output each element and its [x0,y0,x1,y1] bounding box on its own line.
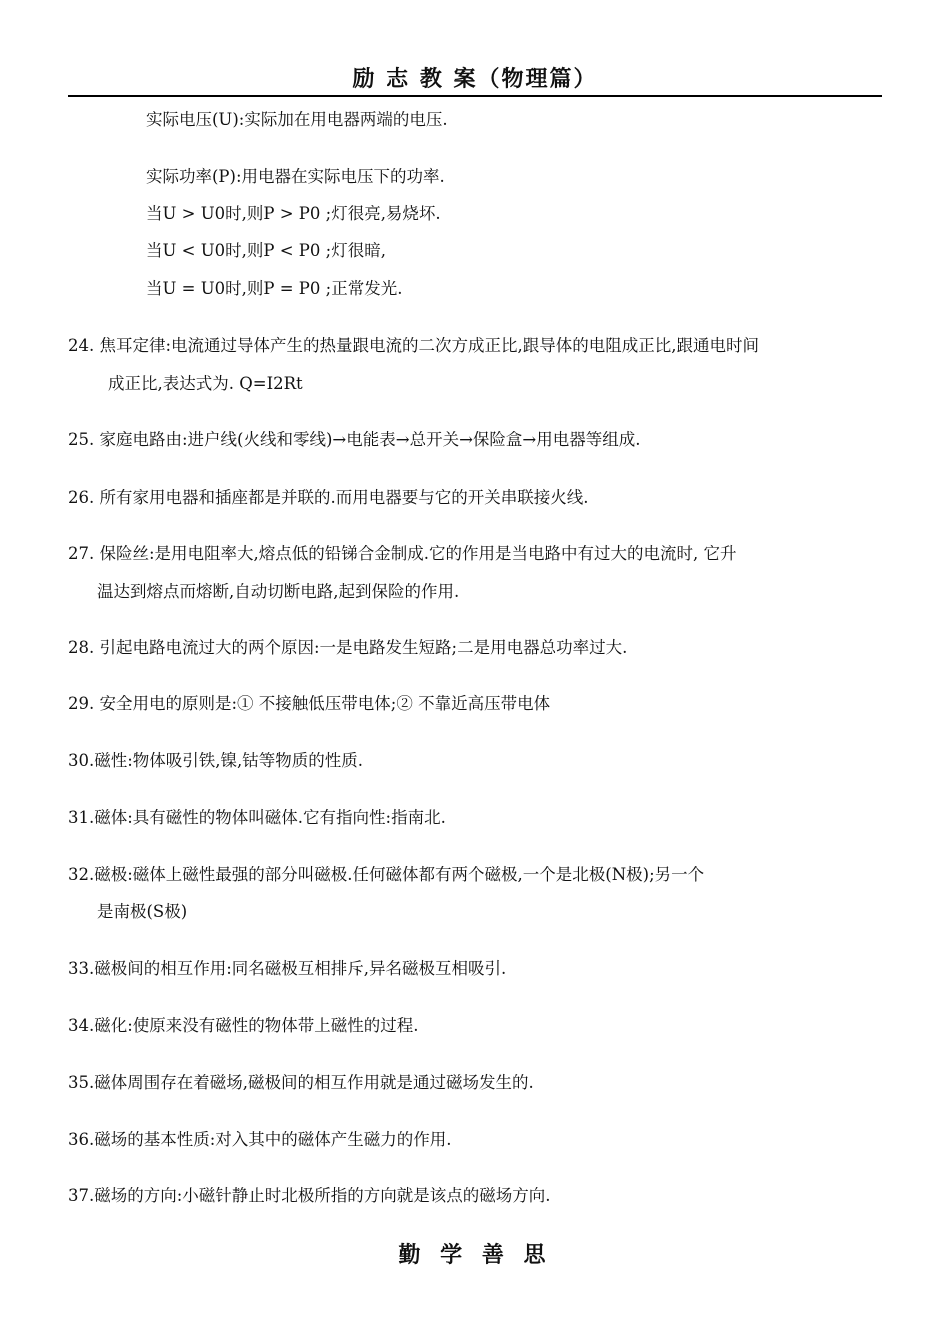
list-item-28: 28. 引起电路电流过大的两个原因:一是电路发生短路;二是用电器总功率过大. [68,638,628,657]
header-divider [68,95,882,97]
list-item-32-line2: 是南极(S极) [97,902,188,921]
list-item-30: 30.磁性:物体吸引铁,镍,钴等物质的性质. [68,751,364,770]
list-item-24-line2: 成正比,表达式为. Q=I2Rt [108,374,303,393]
footer-motto: 勤 学 善 思 [398,1243,552,1268]
text-actual-power: 实际功率(P):用电器在实际电压下的功率. [146,167,445,186]
list-item-32-line1: 32.磁极:磁体上磁性最强的部分叫磁极.任何磁体都有两个磁极,一个是北极(N极);另一个 [68,865,705,884]
text-case-equal: 当U = U0时,则P = P0 ;正常发光. [146,279,403,298]
list-item-33: 33.磁极间的相互作用:同名磁极互相排斥,异名磁极互相吸引. [68,959,507,978]
list-item-26: 26. 所有家用电器和插座都是并联的.而用电器要与它的开关串联接火线. [68,488,589,507]
list-item-34: 34.磁化:使原来没有磁性的物体带上磁性的过程. [68,1016,419,1035]
list-item-25: 25. 家庭电路由:进户线(火线和零线)→电能表→总开关→保险盒→用电器等组成. [68,430,641,449]
list-item-27-line2: 温达到熔点而熔断,自动切断电路,起到保险的作用. [97,582,460,601]
list-item-24-line1: 24. 焦耳定律:电流通过导体产生的热量跟电流的二次方成正比,跟导体的电阻成正比,跟通电时间 [68,336,760,355]
list-item-37: 37.磁场的方向:小磁针静止时北极所指的方向就是该点的磁场方向. [68,1186,551,1205]
list-item-31: 31.磁体:具有磁性的物体叫磁体.它有指向性:指南北. [68,808,446,827]
list-item-29: 29. 安全用电的原则是:① 不接触低压带电体;② 不靠近高压带电体 [68,694,551,713]
text-case-greater: 当U > U0时,则P > P0 ;灯很亮,易烧坏. [146,204,441,223]
list-item-35: 35.磁体周围存在着磁场,磁极间的相互作用就是通过磁场发生的. [68,1073,534,1092]
list-item-27-line1: 27. 保险丝:是用电阻率大,熔点低的铅锑合金制成.它的作用是当电路中有过大的电流时, 它升 [68,544,737,563]
text-case-less: 当U < U0时,则P < P0 ;灯很暗, [146,241,386,260]
page-header-title: 励 志 教 案（物理篇） [352,67,598,92]
text-actual-voltage: 实际电压(U):实际加在用电器两端的电压. [146,110,448,129]
list-item-36: 36.磁场的基本性质:对入其中的磁体产生磁力的作用. [68,1130,452,1149]
